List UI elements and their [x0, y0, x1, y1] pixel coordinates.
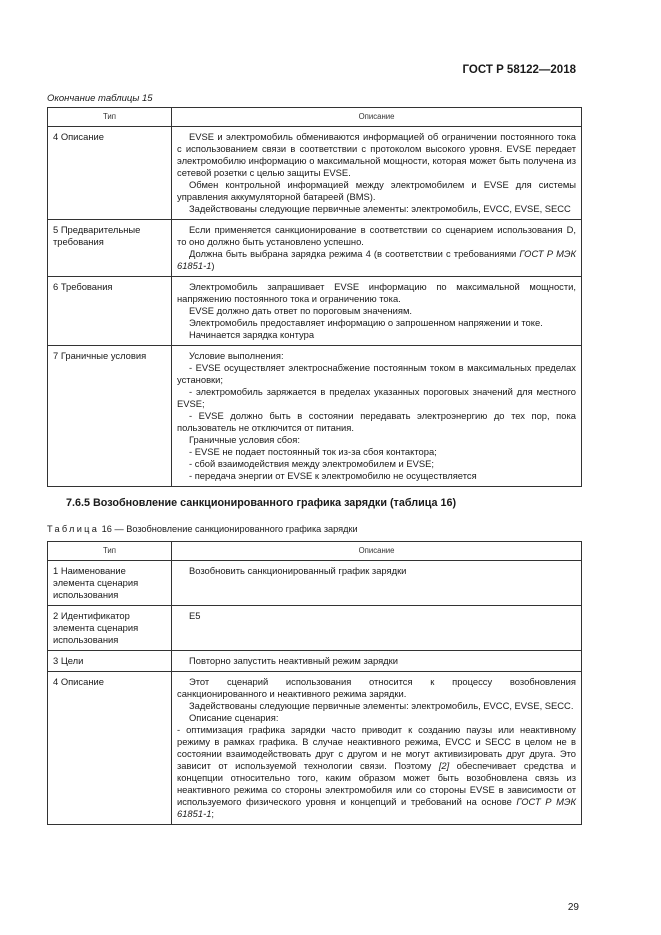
- text-fragment: - оптимизация графика зарядки часто приводит к созданию паузы или неактивному режиму в рамках графика. В случае неактивного режима, EVCC и SECC в целом не в состоянии взаимодействовать друг с другом и не могут активизировать друг друга. Это зависит от используемой технологии связи. Поэтому: [177, 724, 576, 771]
- table-15: [47, 107, 582, 487]
- column-header-type: Тип: [48, 542, 172, 561]
- document-code: ГОСТ Р 58122—2018: [462, 64, 576, 76]
- standard-reference: ГОСТ Р МЭК 61851-1: [177, 796, 576, 819]
- table-row: [48, 346, 582, 487]
- description-line: [177, 724, 576, 820]
- table-row: [48, 127, 582, 220]
- description-line: EVSE должно дать ответ по пороговым значениям.: [189, 305, 413, 316]
- section-heading: 7.6.5 Возобновление санкционированного графика зарядки (таблица 16): [66, 497, 457, 509]
- row-description: [172, 606, 582, 651]
- row-description: [172, 561, 582, 606]
- table-row: [48, 672, 582, 825]
- description-line: EVSE и электромобиль обмениваются информацией об ограничении постоянного тока с использованием связи в соответствии с протоколом высокого уровня. EVSE передает электромобилю информацию о максимальной мощности, которая может быть получена из сетевой розетки с целью защиты EVSE.: [177, 131, 576, 178]
- description-line: - сбой взаимодействия между электромобилем и EVSE;: [189, 458, 434, 469]
- table-caption: [47, 524, 358, 534]
- description-line: Задействованы следующие первичные элементы: электромобиль, EVCC, EVSE, SECC.: [189, 700, 574, 711]
- column-header-type: Тип: [48, 108, 172, 127]
- row-type: 2 Идентификатор элемента сценария использования: [48, 606, 172, 651]
- description-line: Электромобиль предоставляет информацию о запрошенном напряжении и токе.: [189, 317, 543, 328]
- row-description: [172, 346, 582, 487]
- description-line: - EVSE не подает постоянный ток из-за сбоя контактора;: [189, 446, 437, 457]
- description-line: Если применяется санкционирование в соответствии со сценарием использования D, то оно должно быть установлено успешно.: [177, 224, 576, 247]
- standard-reference: ГОСТ Р МЭК 61851-1: [177, 248, 576, 271]
- description-line: - передача энергии от EVSE к электромобилю не осуществляется: [189, 470, 477, 481]
- description-line: Электромобиль запрашивает EVSE информацию по максимальной мощности, напряжению постоянного тока и ограничению тока.: [177, 281, 576, 304]
- description-line: Этот сценарий использования относится к процессу возобновления санкционированного и неактивного режима зарядки.: [177, 676, 576, 699]
- table-16: [47, 541, 582, 825]
- description-line: Описание сценария:: [189, 712, 279, 723]
- description-line: - EVSE осуществляет электроснабжение постоянным током в максимальных пределах установки;: [177, 362, 576, 385]
- description-line: Возобновить санкционированный график зарядки: [189, 565, 407, 576]
- table-caption-text: 16 — Возобновление санкционированного графика зарядки: [99, 524, 358, 534]
- column-header-description: Описание: [172, 542, 582, 561]
- row-type: 4 Описание: [48, 672, 172, 825]
- description-line: [177, 248, 576, 272]
- table-row: [48, 561, 582, 606]
- description-line: Граничные условия сбоя:: [189, 434, 300, 445]
- description-line: Повторно запустить неактивный режим зарядки: [189, 655, 398, 666]
- bibliography-reference: [2]: [438, 760, 450, 771]
- table-row: [48, 606, 582, 651]
- description-line: Обмен контрольной информацией между электромобилем и EVSE для системы управления аккумуляторной батареей (BMS).: [177, 179, 576, 202]
- table-continuation-caption: Окончание таблицы 15: [47, 93, 153, 104]
- text-fragment: обеспечивает средства и концепции относительно того, каким образом может быть возобновлена связь из неактивного режима со стороны электромобиля или со стороны EVSE в зависимости от используемого физического уровня и концепций и требований на основе: [177, 760, 577, 807]
- text-fragment: ): [211, 260, 215, 271]
- row-type: 1 Наименование элемента сценария использования: [48, 561, 172, 606]
- row-type: 5 Предварительные требования: [48, 220, 172, 277]
- text-fragment: ;: [211, 808, 215, 819]
- row-description: [172, 220, 582, 277]
- table-row: [48, 220, 582, 277]
- column-header-description: Описание: [172, 108, 582, 127]
- text-fragment: Должна быть выбрана зарядка режима 4 (в соответствии с требованиями: [189, 248, 520, 259]
- description-line: Задействованы следующие первичные элементы: электромобиль, EVCC, EVSE, SECC: [189, 203, 571, 214]
- row-type: 7 Граничные условия: [48, 346, 172, 487]
- row-type: 3 Цели: [48, 651, 172, 672]
- description-line: - EVSE должно быть в состоянии передавать электроэнергию до тех пор, пока пользователь не отключится от питания.: [177, 410, 576, 433]
- table-row: [48, 651, 582, 672]
- table-caption-label: Таблица: [47, 524, 100, 534]
- row-description: [172, 651, 582, 672]
- row-description: [172, 672, 582, 825]
- table-header-row: [48, 108, 582, 127]
- row-type: 4 Описание: [48, 127, 172, 220]
- description-line: E5: [189, 610, 201, 621]
- table-header-row: [48, 542, 582, 561]
- description-line: Начинается зарядка контура: [189, 329, 315, 340]
- row-type: 6 Требования: [48, 277, 172, 346]
- row-description: [172, 127, 582, 220]
- table-row: [48, 277, 582, 346]
- description-line: Условие выполнения:: [189, 350, 284, 361]
- description-line: - электромобиль заряжается в пределах указанных пороговых значений для местного EVSE;: [177, 386, 576, 409]
- page-number: 29: [567, 902, 579, 913]
- row-description: [172, 277, 582, 346]
